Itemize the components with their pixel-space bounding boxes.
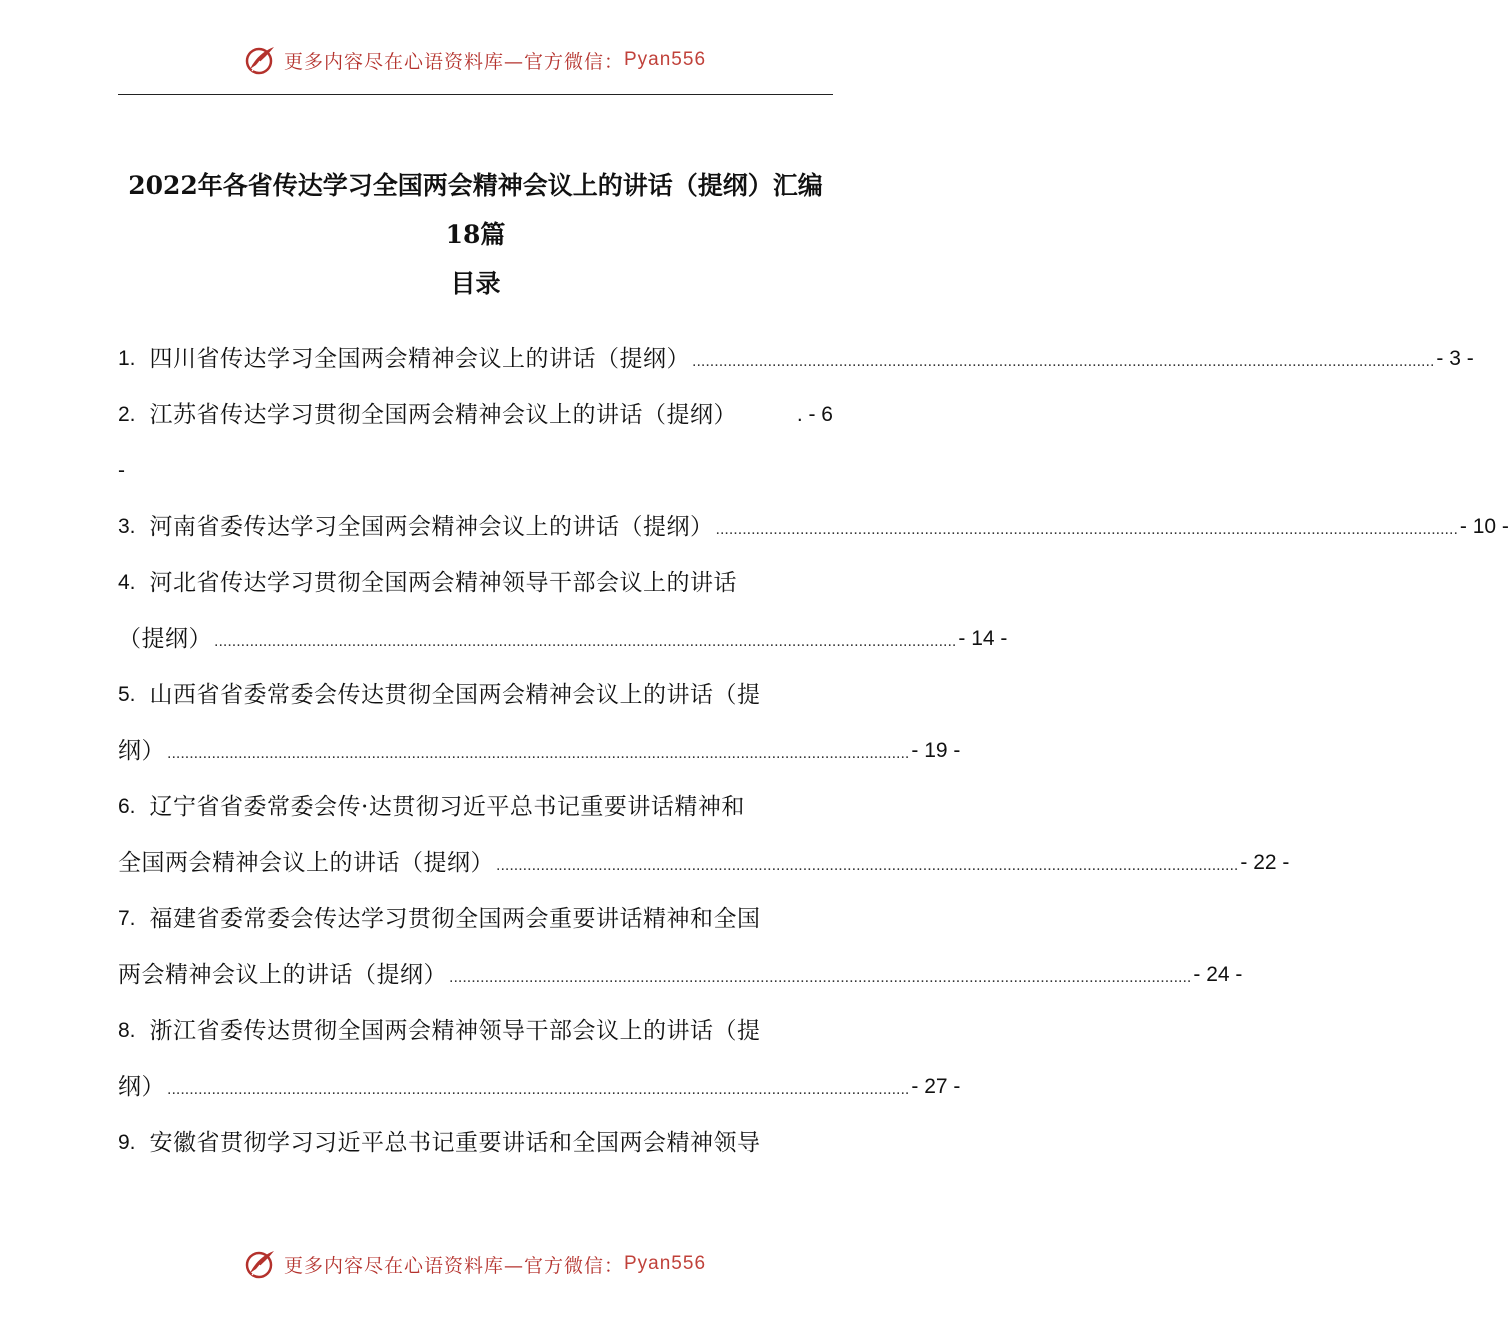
toc-entry[interactable] <box>118 381 833 493</box>
document-title-count: 18篇 <box>445 220 506 249</box>
toc-entry-number: 1. <box>118 347 136 370</box>
quill-logo-icon <box>244 43 278 77</box>
toc-entry[interactable] <box>118 325 1474 381</box>
toc-entry-page-wrap: - <box>118 459 125 482</box>
toc-entry[interactable] <box>118 661 961 773</box>
toc-entry-number: 2. <box>118 403 136 426</box>
toc-heading: 目录 <box>450 269 501 298</box>
toc-entry-title: 河南省委传达学习全国两会精神会议上的讲话（提纲） <box>149 514 714 540</box>
toc-entry-number: 7. <box>118 907 136 930</box>
toc-entry-number: 4. <box>118 571 136 594</box>
table-of-contents <box>118 325 1509 1165</box>
toc-entry-number: 9. <box>118 1131 136 1154</box>
toc-entry-title-cont: 两会精神会议上的讲话（提纲） <box>118 962 447 988</box>
quill-logo-icon <box>244 1247 278 1281</box>
toc-entry-title: 江苏省传达学习贯彻全国两会精神会议上的讲话（提纲） <box>149 402 738 428</box>
toc-entry-title: 安徽省贯彻学习习近平总书记重要讲话和全国两会精神领导 <box>149 1130 761 1156</box>
toc-entry-page: - 14 - <box>958 627 1008 650</box>
toc-entry-page: . - 6 <box>796 403 833 426</box>
dot-leader: ....................................................................................................................................................................... <box>692 353 1435 370</box>
toc-entry-title-cont: 全国两会精神会议上的讲话（提纲） <box>118 850 494 876</box>
footer-wechat-id: Pyan556 <box>624 1253 707 1274</box>
dot-leader: ....................................................................................................................................................................... <box>167 745 910 762</box>
toc-entry[interactable] <box>118 493 1509 549</box>
dot-leader: ....................................................................................................................................................................... <box>214 633 957 650</box>
toc-entry-title: 辽宁省省委常委会传·达贯彻习近平总书记重要讲话精神和 <box>149 794 745 820</box>
footer-slogan: 更多内容尽在心语资料库—官方微信： <box>283 1254 624 1277</box>
header-divider <box>118 94 833 95</box>
toc-entry-title: 福建省委常委会传达学习贯彻全国两会重要讲话精神和全国 <box>149 906 761 932</box>
dot-leader: ....................................................................................................................................................................... <box>715 521 1458 538</box>
document-title: 2022年各省传达学习全国两会精神会议上的讲话（提纲）汇编 <box>128 171 823 200</box>
toc-entry[interactable] <box>118 549 1008 661</box>
dot-leader: ....................................................................................................................................................................... <box>496 857 1239 874</box>
toc-entry-number: 5. <box>118 683 136 706</box>
toc-entry[interactable] <box>118 997 961 1109</box>
header-banner <box>0 40 950 80</box>
toc-entry-title: 四川省传达学习全国两会精神会议上的讲话（提纲） <box>149 346 691 372</box>
toc-entry-title-cont: 纲） <box>118 1074 165 1100</box>
toc-entry-number: 8. <box>118 1019 136 1042</box>
toc-entry[interactable] <box>118 885 1243 997</box>
toc-entry[interactable] <box>118 773 1290 885</box>
toc-entry-page: - 22 - <box>1240 851 1290 874</box>
toc-entry-page: - 10 - <box>1459 515 1509 538</box>
toc-entry-number: 6. <box>118 795 136 818</box>
toc-entry-number: 3. <box>118 515 136 538</box>
toc-entry-title: 河北省传达学习贯彻全国两会精神领导干部会议上的讲话 <box>149 570 738 596</box>
toc-entry-page: - 3 - <box>1436 347 1474 370</box>
toc-entry-page: - 24 - <box>1193 963 1243 986</box>
header-slogan: 更多内容尽在心语资料库—官方微信： <box>283 50 624 73</box>
toc-entry-page: - 27 - <box>911 1075 961 1098</box>
footer-banner <box>0 1244 950 1284</box>
dot-leader: ....................................................................................................................................................................... <box>167 1081 910 1098</box>
header-wechat-id: Pyan556 <box>624 49 707 70</box>
toc-entry-title-cont: 纲） <box>118 738 165 764</box>
toc-entry-page: - 19 - <box>911 739 961 762</box>
toc-entry-title: 山西省省委常委会传达贯彻全国两会精神会议上的讲话（提 <box>149 682 761 708</box>
toc-entry-title-cont: （提纲） <box>118 626 212 652</box>
toc-entry[interactable] <box>118 1109 833 1165</box>
dot-leader: ....................................................................................................................................................................... <box>449 969 1192 986</box>
toc-entry-title: 浙江省委传达贯彻全国两会精神领导干部会议上的讲话（提 <box>149 1018 761 1044</box>
